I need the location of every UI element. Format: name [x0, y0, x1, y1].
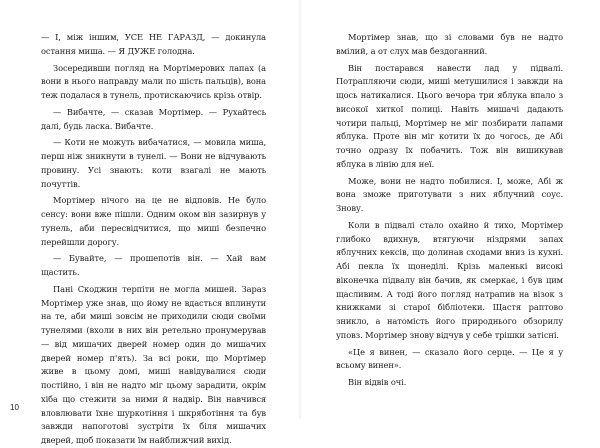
right-page [300, 0, 600, 419]
paragraph: — Бувайте, — прошепотів він. — Хай вам щастить. [41, 253, 266, 277]
paragraph: — І, між іншим, УСЕ НЕ ГАРАЗД, — докинула остання миша. — Я ДУЖЕ голодна. [41, 32, 266, 56]
paragraph: Мортімер знав, що зі словами був не надто вмілий, а от слух мав бездоганний. [336, 32, 563, 56]
paragraph: Він постарався навести лад у підвалі. Потрапляючи сюди, миші метушилися і завжди на щось натикалися. Цього вечора три яблука впало з високої хиткої полиці. Навіть мишачі дадають чотири пальці, Мортімер не мiг позбирати лапами яблука. Проте він міг котити їх до чогось, де Абі точно одразу їх побачить. Тож він вишикував яблука в лінію для неї. [336, 62, 563, 169]
paragraph: Може, вони не надто побилися. І, може, Абі ж вона зможе приготувати з них яблучний соус. Знову. [336, 175, 563, 213]
paragraph: Пані Скоджин терпіти не могла мишей. Зараз Мортімер уже знав, що йому не вдасться вплинути на те, аби миші зовсім не приходили сюди своїми тунелями (вхоли в них він ретельно пронумерував — від мишачих дверей номер один до мишачих дверей номер п'ять). За всі роки, що Мортімер живе в цьому домі, миші навідувалися сюди постійно, і він не надто міг цьому зарадити, окрім хіба що стежити за ними й надвір. Він навчився вловлювати їхнє шуркотіння і шкряботіння та був завжди напоготові зустріти їх біля мишачих дверей, щоб показати їм найближчий вихід. [41, 283, 266, 445]
paragraph: «Це я винен, — сказало його серце. — Це я у всьому винен». [336, 346, 563, 371]
paragraph: Мортімер нічого на це не відповів. Не було сенсу: вони вже пішли. Одним оком він зазирнув у тунель, аби пересвідчитися, що миші безпечно перейшли дорогу. [41, 195, 266, 247]
paragraph: — Коти не можуть вибачатися, — мовила миша, перш ніж зникнути в тунелі. — Вони не відчувають провину. Усі знають: коти взагалі не мають почуттів. [41, 137, 266, 189]
right-page-text [336, 31, 563, 390]
paragraph: — Вибачте, — сказав Мортімер. — Рухайтесь далі, будь ласка. Вибачте. [41, 106, 266, 131]
paragraph: Він відвів очі. [348, 377, 407, 387]
paragraph: Коли в підвалі стало охайно й тихо, Мортімер глибоко вдихнув, втягуючи ніздрями запах яблучних кексів, що долинав сходами вниз із кухні. Абі пекла їх щонеділі. Крізь маленькі високі віконечка підвалу він бачив, як смеркає, і був цим щасливим. А тоді його погляд натрапив на візок з книжками зі старої бібліотеки. Щастя раптово зникло, а натомість його природнього обзорилу уповз. Мортімер знову відчув у себе трішки затісні. [336, 219, 563, 340]
left-page [0, 0, 300, 445]
left-page-text [41, 31, 266, 448]
paragraph: Зосередивши погляд на Мортімерових лапах (а вони в нього направду мали по шість пальців), вона теж подалася в тунель, протискаючись крізь отвір. [41, 62, 266, 100]
page-number: 10 [10, 403, 19, 412]
